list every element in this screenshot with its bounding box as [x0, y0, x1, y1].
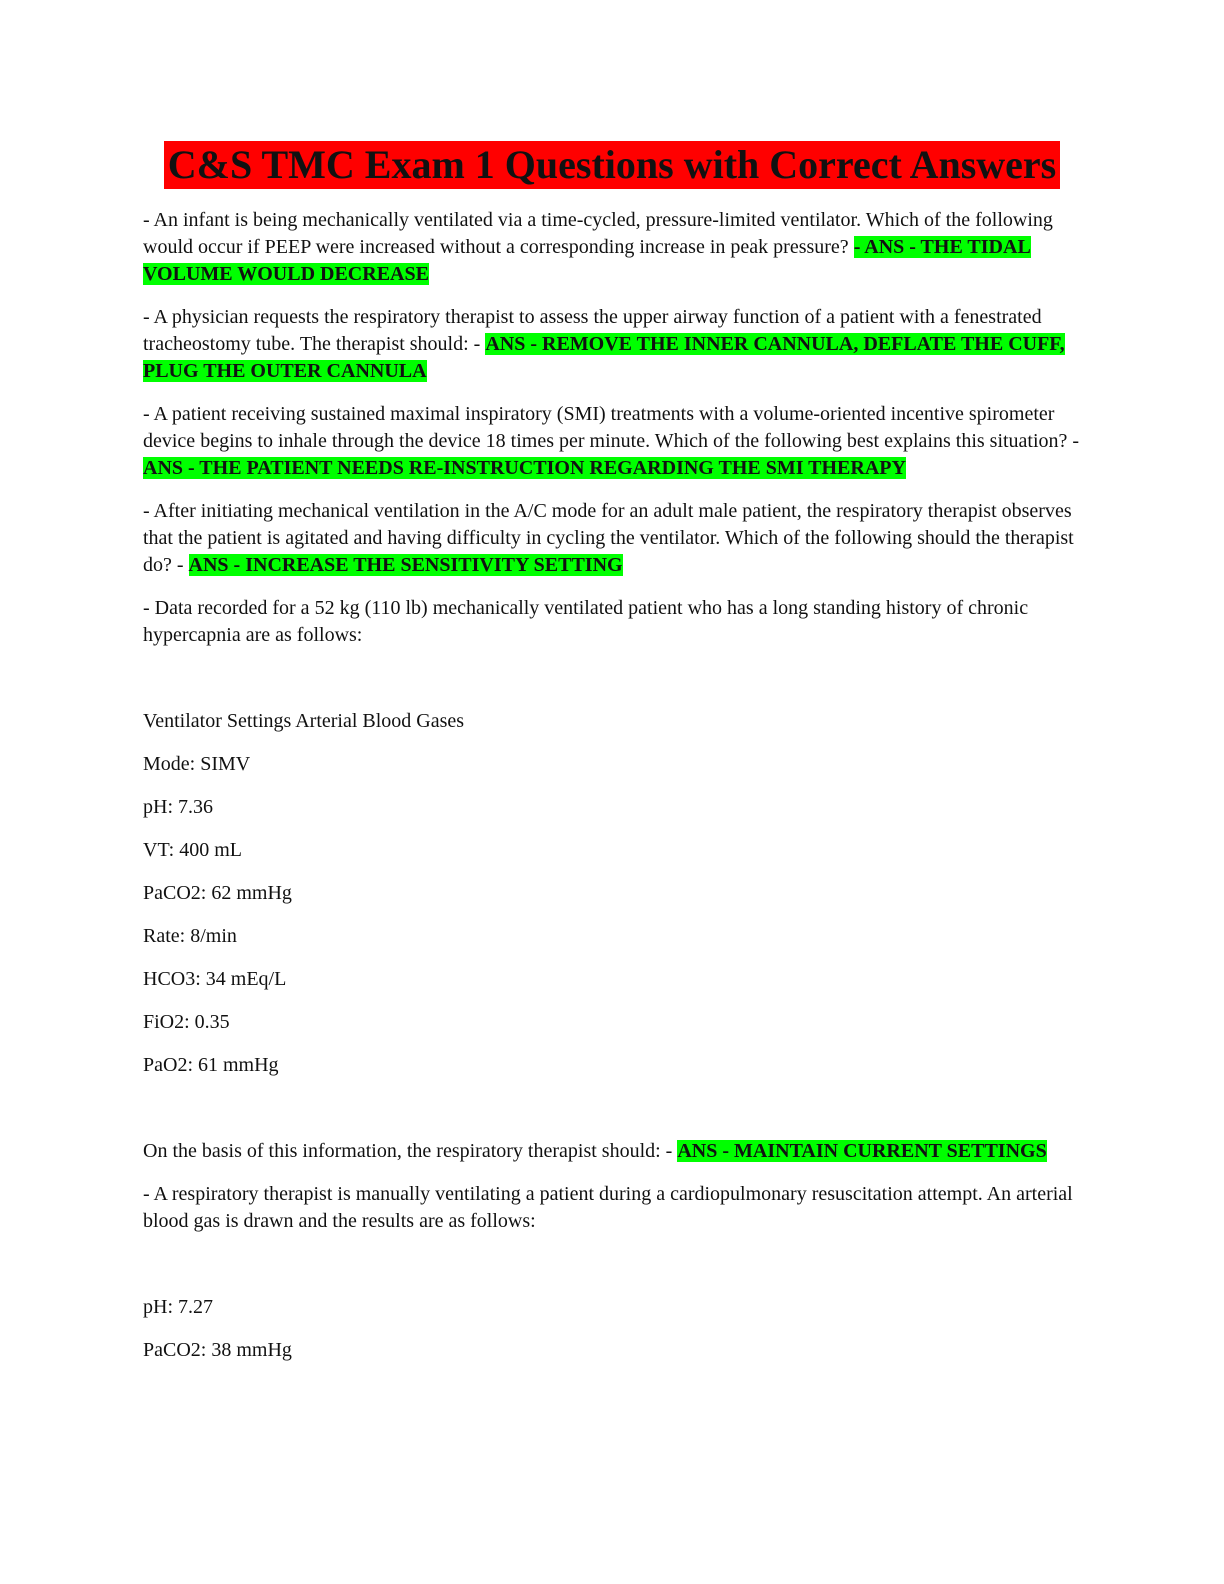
document-title: C&S TMC Exam 1 Questions with Correct Answers [164, 141, 1061, 189]
question-5 [143, 1138, 1083, 1165]
data-line: Rate: 8/min [143, 925, 237, 947]
data-line: Mode: SIMV [143, 753, 251, 775]
question-text: - A patient receiving sustained maximal inspiratory (SMI) treatments with a volume-oriented incentive spirometer device begins to inhale through the device 18 times per minute. Which of the following best explains this situation? - [143, 403, 1080, 452]
question-5-intro: - Data recorded for a 52 kg (110 lb) mechanically ventilated patient who has a long standing history of chronic hypercapnia are as follows: [143, 597, 1029, 646]
document-body [143, 207, 1083, 1380]
question-4 [143, 498, 1083, 579]
spacer [143, 1095, 1083, 1138]
question-2 [143, 304, 1083, 385]
data-line: pH: 7.27 [143, 1296, 213, 1318]
answer-text: ANS - REMOVE THE INNER CANNULA, DEFLATE THE CUFF, PLUG THE OUTER CANNULA [143, 333, 1065, 382]
spacer [143, 665, 1083, 708]
answer-text: ANS - INCREASE THE SENSITIVITY SETTING [188, 554, 623, 576]
data-line: PaCO2: 38 mmHg [143, 1339, 292, 1361]
title-wrap [0, 141, 1224, 189]
question-3 [143, 401, 1083, 482]
data-line: pH: 7.36 [143, 796, 213, 818]
data-line: VT: 400 mL [143, 839, 242, 861]
answer-text: - ANS - THE TIDAL VOLUME WOULD DECREASE [143, 236, 1031, 285]
question-6-intro: - A respiratory therapist is manually ventilating a patient during a cardiopulmonary resuscitation attempt. An arterial blood gas is drawn and the results are as follows: [143, 1183, 1073, 1232]
question-text: - After initiating mechanical ventilation in the A/C mode for an adult male patient, the respiratory therapist observes that the patient is agitated and having difficulty in cycling the ventilator. Which of the following should the therapist do? - [143, 500, 1074, 576]
question-text: On the basis of this information, the respiratory therapist should: - [143, 1140, 678, 1162]
data-line: FiO2: 0.35 [143, 1011, 230, 1033]
question-1 [143, 207, 1083, 288]
spacer [143, 1251, 1083, 1294]
data-header: Ventilator Settings Arterial Blood Gases [143, 710, 465, 732]
answer-text: ANS - MAINTAIN CURRENT SETTINGS [677, 1140, 1047, 1162]
data-line: HCO3: 34 mEq/L [143, 968, 287, 990]
answer-text: ANS - THE PATIENT NEEDS RE-INSTRUCTION REGARDING THE SMI THERAPY [143, 457, 906, 479]
question-text: - An infant is being mechanically ventilated via a time-cycled, pressure-limited ventilator. Which of the following would occur if PEEP were increased without a corresponding increase in peak pressure? [143, 209, 1053, 258]
data-line: PaCO2: 62 mmHg [143, 882, 292, 904]
data-line: PaO2: 61 mmHg [143, 1054, 279, 1076]
question-text: - A physician requests the respiratory therapist to assess the upper airway function of a patient with a fenestrated tracheostomy tube. The therapist should: - [143, 306, 1042, 355]
